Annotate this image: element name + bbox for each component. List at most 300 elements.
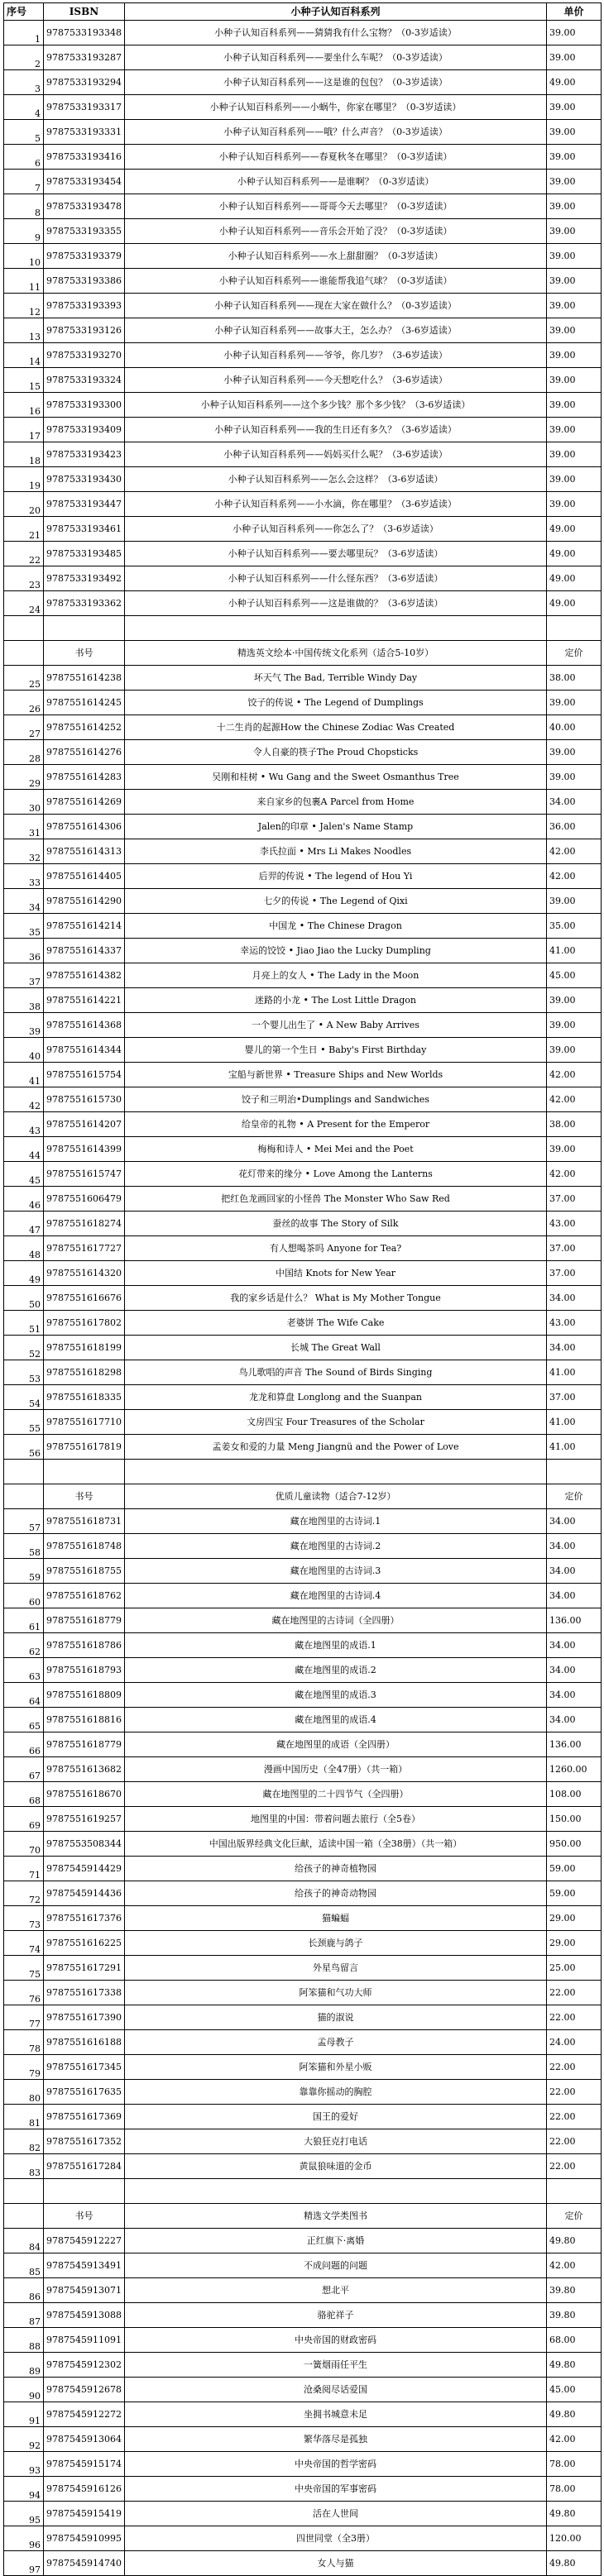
isbn-cell: 9787551616188 xyxy=(44,2030,125,2055)
table-row xyxy=(4,666,602,691)
isbn-cell: 9787551617727 xyxy=(44,1236,125,1261)
title-cell: 小种子认知百科系列——要坐什么车呢？（0-3岁适读） xyxy=(125,45,547,70)
isbn-cell: 9787551614238 xyxy=(44,666,125,691)
table-row xyxy=(4,2551,602,2576)
table-row xyxy=(4,2303,602,2328)
title-cell: 小种子认知百科系列——今天想吃什么？（3-6岁适读） xyxy=(125,368,547,393)
price-cell: 39.00 xyxy=(547,691,602,715)
isbn-cell: 9787551618335 xyxy=(44,1385,125,1410)
title-cell: 七夕的传说 • The Legend of Qixi xyxy=(125,889,547,914)
isbn-cell: 9787551614214 xyxy=(44,914,125,939)
table-row xyxy=(4,1807,602,1832)
isbn-cell: 9787551615754 xyxy=(44,1063,125,1087)
price-cell: 78.00 xyxy=(547,2477,602,2502)
title-cell: 鸟儿歌唱的声音 The Sound of Birds Singing xyxy=(125,1360,547,1385)
row-number: 93 xyxy=(4,2452,44,2477)
title-cell: 小种子认知百科系列——怎么会这样？（3-6岁适读） xyxy=(125,467,547,492)
table-row xyxy=(4,1956,602,1981)
table-row xyxy=(4,1063,602,1087)
title-cell: 小种子认知百科系列——这是谁的包包？（0-3岁适读） xyxy=(125,70,547,95)
spacer-row xyxy=(4,616,602,641)
price-cell: 40.00 xyxy=(547,715,602,740)
title-cell: 长城 The Great Wall xyxy=(125,1336,547,1360)
title-cell: 李氏拉面 • Mrs Li Makes Noodles xyxy=(125,839,547,864)
empty-cell xyxy=(4,1484,44,1509)
price-cell: 59.00 xyxy=(547,1857,602,1881)
isbn-cell: 9787545914429 xyxy=(44,1857,125,1881)
row-number: 87 xyxy=(4,2303,44,2328)
title-cell: 藏在地图里的成语.1 xyxy=(125,1633,547,1658)
title-cell: 文房四宝 Four Treasures of the Scholar xyxy=(125,1410,547,1435)
row-number: 52 xyxy=(4,1336,44,1360)
price-cell: 34.00 xyxy=(547,1633,602,1658)
row-number: 12 xyxy=(4,294,44,318)
table-row xyxy=(4,2080,602,2105)
row-number: 35 xyxy=(4,914,44,939)
row-number: 41 xyxy=(4,1063,44,1087)
isbn-cell: 9787551614306 xyxy=(44,815,125,839)
row-number: 7 xyxy=(4,170,44,194)
section-title: 精选英文绘本·中国传统文化系列（适合5-10岁） xyxy=(125,641,547,666)
empty-cell xyxy=(4,1460,44,1484)
price-cell: 22.00 xyxy=(547,2080,602,2105)
spacer-row xyxy=(4,2179,602,2204)
title-cell: 小种子认知百科系列——要去哪里玩？（3-6岁适读） xyxy=(125,542,547,566)
isbn-cell: 9787551616225 xyxy=(44,1931,125,1956)
price-cell: 39.00 xyxy=(547,740,602,765)
table-row xyxy=(4,318,602,343)
title-cell: 一个婴儿出生了 • A New Baby Arrives xyxy=(125,1013,547,1038)
table-row xyxy=(4,1683,602,1708)
title-cell: 后羿的传说 • The legend of Hou Yi xyxy=(125,864,547,889)
isbn-cell: 9787551618816 xyxy=(44,1708,125,1732)
price-cell: 39.00 xyxy=(547,442,602,467)
row-number: 33 xyxy=(4,864,44,889)
price-cell: 34.00 xyxy=(547,1708,602,1732)
table-header-row xyxy=(4,3,602,21)
price-cell: 49.80 xyxy=(547,2551,602,2576)
price-cell: 42.00 xyxy=(547,2253,602,2278)
isbn-cell: 9787551614283 xyxy=(44,765,125,790)
title-cell: 龙龙和算盘 Longlong and the Suanpan xyxy=(125,1385,547,1410)
title-cell: 饺子和三明治•Dumplings and Sandwiches xyxy=(125,1087,547,1112)
isbn-cell: 9787551614382 xyxy=(44,963,125,988)
isbn-cell: 9787551614320 xyxy=(44,1261,125,1286)
isbn-cell: 9787551614337 xyxy=(44,939,125,963)
title-cell: 想北平 xyxy=(125,2278,547,2303)
row-number: 20 xyxy=(4,492,44,517)
section-title: 优质儿童读物（适合7-12岁） xyxy=(125,1484,547,1509)
row-number: 63 xyxy=(4,1658,44,1683)
price-cell: 49.00 xyxy=(547,517,602,542)
table-row xyxy=(4,2105,602,2129)
title-cell: 迷路的小龙 • The Lost Little Dragon xyxy=(125,988,547,1013)
price-cell: 22.00 xyxy=(547,2154,602,2179)
price-cell: 39.80 xyxy=(547,2303,602,2328)
title-cell: 中央帝国的军事密码 xyxy=(125,2477,547,2502)
price-cell: 42.00 xyxy=(547,839,602,864)
empty-cell xyxy=(125,1460,547,1484)
row-number: 94 xyxy=(4,2477,44,2502)
isbn-cell: 9787551618809 xyxy=(44,1683,125,1708)
table-row xyxy=(4,244,602,269)
title-cell: 蚕丝的故事 The Story of Silk xyxy=(125,1212,547,1236)
isbn-cell: 9787533193478 xyxy=(44,194,125,219)
row-number: 79 xyxy=(4,2055,44,2080)
price-cell: 41.00 xyxy=(547,1435,602,1460)
table-row xyxy=(4,2005,602,2030)
title-cell: 十二生肖的起源How the Chinese Zodiac Was Created xyxy=(125,715,547,740)
table-row xyxy=(4,1757,602,1782)
price-cell: 22.00 xyxy=(547,1981,602,2005)
table-row xyxy=(4,939,602,963)
title-cell: 藏在地图里的成语.4 xyxy=(125,1708,547,1732)
isbn-cell: 9787545912272 xyxy=(44,2402,125,2427)
row-number: 21 xyxy=(4,517,44,542)
empty-cell xyxy=(547,616,602,641)
table-row xyxy=(4,1261,602,1286)
row-number: 51 xyxy=(4,1311,44,1336)
isbn-cell: 9787533193485 xyxy=(44,542,125,566)
table-row xyxy=(4,1236,602,1261)
table-row xyxy=(4,1931,602,1956)
price-cell: 34.00 xyxy=(547,1658,602,1683)
price-cell: 39.00 xyxy=(547,1038,602,1063)
title-cell: 藏在地图里的古诗词.2 xyxy=(125,1534,547,1559)
title-cell: 不成问题的问题 xyxy=(125,2253,547,2278)
row-number: 61 xyxy=(4,1608,44,1633)
title-cell: 中央帝国的财政密码 xyxy=(125,2328,547,2353)
empty-cell xyxy=(125,2179,547,2204)
row-number: 11 xyxy=(4,269,44,294)
title-cell: 坏天气 The Bad, Terrible Windy Day xyxy=(125,666,547,691)
table-row xyxy=(4,2427,602,2452)
row-number: 76 xyxy=(4,1981,44,2005)
table-row xyxy=(4,1162,602,1187)
isbn-cell: 9787551618786 xyxy=(44,1633,125,1658)
title-cell: 中央帝国的哲学密码 xyxy=(125,2452,547,2477)
title-cell: 藏在地图里的古诗词.1 xyxy=(125,1509,547,1534)
table-body xyxy=(4,3,602,2576)
price-cell: 108.00 xyxy=(547,1782,602,1807)
row-number: 29 xyxy=(4,765,44,790)
isbn-cell: 9787551618670 xyxy=(44,1782,125,1807)
table-row xyxy=(4,2055,602,2080)
price-cell: 39.00 xyxy=(547,120,602,145)
table-row xyxy=(4,1509,602,1534)
empty-cell xyxy=(4,616,44,641)
price-cell: 39.00 xyxy=(547,1013,602,1038)
isbn-cell: 9787533193386 xyxy=(44,269,125,294)
table-row xyxy=(4,2129,602,2154)
price-cell: 39.00 xyxy=(547,467,602,492)
row-number: 84 xyxy=(4,2229,44,2253)
title-cell: 活在人世间 xyxy=(125,2502,547,2526)
price-cell: 39.00 xyxy=(547,194,602,219)
isbn-cell: 9787551618755 xyxy=(44,1559,125,1584)
section-header-row xyxy=(4,641,602,666)
row-number: 90 xyxy=(4,2378,44,2402)
title-cell: 小种子认知百科系列——水上甜甜圈？（0-3岁适读） xyxy=(125,244,547,269)
title-cell: 小种子认知百科系列——这是谁做的？（3-6岁适读） xyxy=(125,591,547,616)
row-number: 5 xyxy=(4,120,44,145)
table-row xyxy=(4,219,602,244)
row-number: 64 xyxy=(4,1683,44,1708)
section-header-row xyxy=(4,2204,602,2229)
price-cell: 37.00 xyxy=(547,1261,602,1286)
table-row xyxy=(4,1112,602,1137)
table-row xyxy=(4,740,602,765)
title-cell: 藏在地图里的二十四节气（全四册） xyxy=(125,1782,547,1807)
isbn-cell: 9787545915174 xyxy=(44,2452,125,2477)
title-cell: 小种子认知百科系列——小水滴，你在哪里？（3-6岁适读） xyxy=(125,492,547,517)
row-number: 13 xyxy=(4,318,44,343)
isbn-cell: 9787551613682 xyxy=(44,1757,125,1782)
empty-cell xyxy=(44,2179,125,2204)
price-cell: 29.00 xyxy=(547,1931,602,1956)
row-number: 30 xyxy=(4,790,44,815)
isbn-cell: 9787533193287 xyxy=(44,45,125,70)
table-row xyxy=(4,1608,602,1633)
price-cell: 45.00 xyxy=(547,963,602,988)
table-row xyxy=(4,95,602,120)
row-number: 68 xyxy=(4,1782,44,1807)
isbn-cell: 9787533193423 xyxy=(44,442,125,467)
isbn-cell: 9787533193270 xyxy=(44,343,125,368)
price-cell: 49.00 xyxy=(547,566,602,591)
row-number: 72 xyxy=(4,1881,44,1906)
table-row xyxy=(4,70,602,95)
price-cell: 42.00 xyxy=(547,2427,602,2452)
book-table xyxy=(3,2,602,2576)
table-row xyxy=(4,2353,602,2378)
row-number: 8 xyxy=(4,194,44,219)
isbn-cell: 9787551614344 xyxy=(44,1038,125,1063)
price-cell: 136.00 xyxy=(547,1732,602,1757)
table-row xyxy=(4,1087,602,1112)
title-cell: 小种子认知百科系列——哦？什么声音？（0-3岁适读） xyxy=(125,120,547,145)
title-cell: 老婆饼 The Wife Cake xyxy=(125,1311,547,1336)
title-cell: 靠靠你摇动的胸腔 xyxy=(125,2080,547,2105)
row-number: 83 xyxy=(4,2154,44,2179)
title-cell: 漫画中国历史（全47册）（共一箱） xyxy=(125,1757,547,1782)
section-isbn-label: 书号 xyxy=(44,1484,125,1509)
table-row xyxy=(4,839,602,864)
price-cell: 29.00 xyxy=(547,1906,602,1931)
row-number: 6 xyxy=(4,145,44,170)
isbn-cell: 9787551617710 xyxy=(44,1410,125,1435)
empty-cell xyxy=(547,1460,602,1484)
row-number: 95 xyxy=(4,2502,44,2526)
isbn-cell: 9787533193126 xyxy=(44,318,125,343)
isbn-cell: 9787545910995 xyxy=(44,2526,125,2551)
title-cell: 骆驼祥子 xyxy=(125,2303,547,2328)
table-row xyxy=(4,691,602,715)
title-cell: 猫蝙蝠 xyxy=(125,1906,547,1931)
isbn-cell: 9787551614245 xyxy=(44,691,125,715)
table-row xyxy=(4,2526,602,2551)
isbn-cell: 9787551618748 xyxy=(44,1534,125,1559)
price-cell: 39.00 xyxy=(547,170,602,194)
empty-cell xyxy=(547,2179,602,2204)
title-cell: 地图里的中国：带着问题去旅行（全5卷） xyxy=(125,1807,547,1832)
header-price: 单价 xyxy=(547,3,602,21)
isbn-cell: 9787533193379 xyxy=(44,244,125,269)
isbn-cell: 9787545914740 xyxy=(44,2551,125,2576)
title-cell: 小种子认知百科系列——音乐会开始了没？（0-3岁适读） xyxy=(125,219,547,244)
price-cell: 59.00 xyxy=(547,1881,602,1906)
row-number: 59 xyxy=(4,1559,44,1584)
isbn-cell: 9787551617635 xyxy=(44,2080,125,2105)
isbn-cell: 9787533193430 xyxy=(44,467,125,492)
title-cell: 藏在地图里的成语（全四册） xyxy=(125,1732,547,1757)
price-cell: 39.00 xyxy=(547,95,602,120)
row-number: 56 xyxy=(4,1435,44,1460)
price-cell: 42.00 xyxy=(547,1087,602,1112)
row-number: 45 xyxy=(4,1162,44,1187)
header-series-title: 小种子认知百科系列 xyxy=(125,3,547,21)
table-row xyxy=(4,2030,602,2055)
price-cell: 39.00 xyxy=(547,294,602,318)
row-number: 69 xyxy=(4,1807,44,1832)
table-row xyxy=(4,418,602,442)
isbn-cell: 9787533193362 xyxy=(44,591,125,616)
row-number: 24 xyxy=(4,591,44,616)
row-number: 86 xyxy=(4,2278,44,2303)
table-row xyxy=(4,194,602,219)
price-cell: 42.00 xyxy=(547,864,602,889)
table-row xyxy=(4,343,602,368)
row-number: 15 xyxy=(4,368,44,393)
price-cell: 49.80 xyxy=(547,2229,602,2253)
row-number: 23 xyxy=(4,566,44,591)
price-cell: 39.00 xyxy=(547,492,602,517)
price-cell: 43.00 xyxy=(547,1311,602,1336)
price-cell: 34.00 xyxy=(547,1683,602,1708)
price-cell: 41.00 xyxy=(547,1410,602,1435)
row-number: 36 xyxy=(4,939,44,963)
table-row xyxy=(4,1385,602,1410)
table-row xyxy=(4,170,602,194)
table-row xyxy=(4,1981,602,2005)
table-row xyxy=(4,1857,602,1881)
isbn-cell: 9787545914436 xyxy=(44,1881,125,1906)
table-row xyxy=(4,988,602,1013)
isbn-cell: 9787551618779 xyxy=(44,1608,125,1633)
table-row xyxy=(4,120,602,145)
row-number: 48 xyxy=(4,1236,44,1261)
row-number: 88 xyxy=(4,2328,44,2353)
isbn-cell: 9787551618762 xyxy=(44,1584,125,1608)
price-cell: 42.00 xyxy=(547,1162,602,1187)
empty-cell xyxy=(4,2204,44,2229)
title-cell: Jalen的印章 • Jalen's Name Stamp xyxy=(125,815,547,839)
table-row xyxy=(4,393,602,418)
title-cell: 女人与猫 xyxy=(125,2551,547,2576)
row-number: 38 xyxy=(4,988,44,1013)
price-cell: 68.00 xyxy=(547,2328,602,2353)
table-row xyxy=(4,1906,602,1931)
title-cell: 给孩子的神奇植物园 xyxy=(125,1857,547,1881)
row-number: 34 xyxy=(4,889,44,914)
table-row xyxy=(4,889,602,914)
isbn-cell: 9787545913491 xyxy=(44,2253,125,2278)
price-cell: 49.00 xyxy=(547,70,602,95)
row-number: 57 xyxy=(4,1509,44,1534)
table-row xyxy=(4,2402,602,2427)
row-number: 16 xyxy=(4,393,44,418)
row-number: 62 xyxy=(4,1633,44,1658)
isbn-cell: 9787551615730 xyxy=(44,1087,125,1112)
price-cell: 39.00 xyxy=(547,21,602,45)
spacer-row xyxy=(4,1460,602,1484)
isbn-cell: 9787553508344 xyxy=(44,1832,125,1857)
row-number: 75 xyxy=(4,1956,44,1981)
table-row xyxy=(4,1584,602,1608)
title-cell: 令人自豪的筷子The Proud Chopsticks xyxy=(125,740,547,765)
section-header-row xyxy=(4,1484,602,1509)
title-cell: 坐拥书城意未足 xyxy=(125,2402,547,2427)
row-number: 96 xyxy=(4,2526,44,2551)
price-cell: 950.00 xyxy=(547,1832,602,1857)
section-price-label: 定价 xyxy=(547,641,602,666)
title-cell: 有人想喝茶吗 Anyone for Tea? xyxy=(125,1236,547,1261)
row-number: 71 xyxy=(4,1857,44,1881)
isbn-cell: 9787551618793 xyxy=(44,1658,125,1683)
row-number: 67 xyxy=(4,1757,44,1782)
isbn-cell: 9787545915419 xyxy=(44,2502,125,2526)
row-number: 97 xyxy=(4,2551,44,2576)
row-number: 44 xyxy=(4,1137,44,1162)
price-cell: 22.00 xyxy=(547,2005,602,2030)
isbn-cell: 9787551617352 xyxy=(44,2129,125,2154)
table-row xyxy=(4,442,602,467)
title-cell: 宝船与新世界 • Treasure Ships and New Worlds xyxy=(125,1063,547,1087)
row-number: 74 xyxy=(4,1931,44,1956)
price-cell: 37.00 xyxy=(547,1236,602,1261)
isbn-cell: 9787545912227 xyxy=(44,2229,125,2253)
isbn-cell: 9787533193331 xyxy=(44,120,125,145)
price-cell: 120.00 xyxy=(547,2526,602,2551)
isbn-cell: 9787533193492 xyxy=(44,566,125,591)
header-no: 序号 xyxy=(4,3,44,21)
table-row xyxy=(4,517,602,542)
row-number: 37 xyxy=(4,963,44,988)
row-number: 55 xyxy=(4,1410,44,1435)
table-row xyxy=(4,963,602,988)
price-cell: 39.00 xyxy=(547,418,602,442)
title-cell: 外星鸟留言 xyxy=(125,1956,547,1981)
table-row xyxy=(4,2328,602,2353)
title-cell: 我的家乡话是什么？ What is My Mother Tongue xyxy=(125,1286,547,1311)
table-row xyxy=(4,1832,602,1857)
row-number: 89 xyxy=(4,2353,44,2378)
table-row xyxy=(4,1336,602,1360)
empty-cell xyxy=(4,2179,44,2204)
isbn-cell: 9787551617338 xyxy=(44,1981,125,2005)
title-cell: 小种子认知百科系列——猜猜我有什么宝物？（0-3岁适读） xyxy=(125,21,547,45)
isbn-cell: 9787533193348 xyxy=(44,21,125,45)
isbn-cell: 9787551617802 xyxy=(44,1311,125,1336)
title-cell: 小种子认知百科系列——你怎么了？（3-6岁适读） xyxy=(125,517,547,542)
isbn-cell: 9787551614269 xyxy=(44,790,125,815)
row-number: 47 xyxy=(4,1212,44,1236)
isbn-cell: 9787551618274 xyxy=(44,1212,125,1236)
title-cell: 小种子认知百科系列——我的生日还有多久？（3-6岁适读） xyxy=(125,418,547,442)
row-number: 53 xyxy=(4,1360,44,1385)
empty-cell xyxy=(125,616,547,641)
title-cell: 藏在地图里的成语.3 xyxy=(125,1683,547,1708)
